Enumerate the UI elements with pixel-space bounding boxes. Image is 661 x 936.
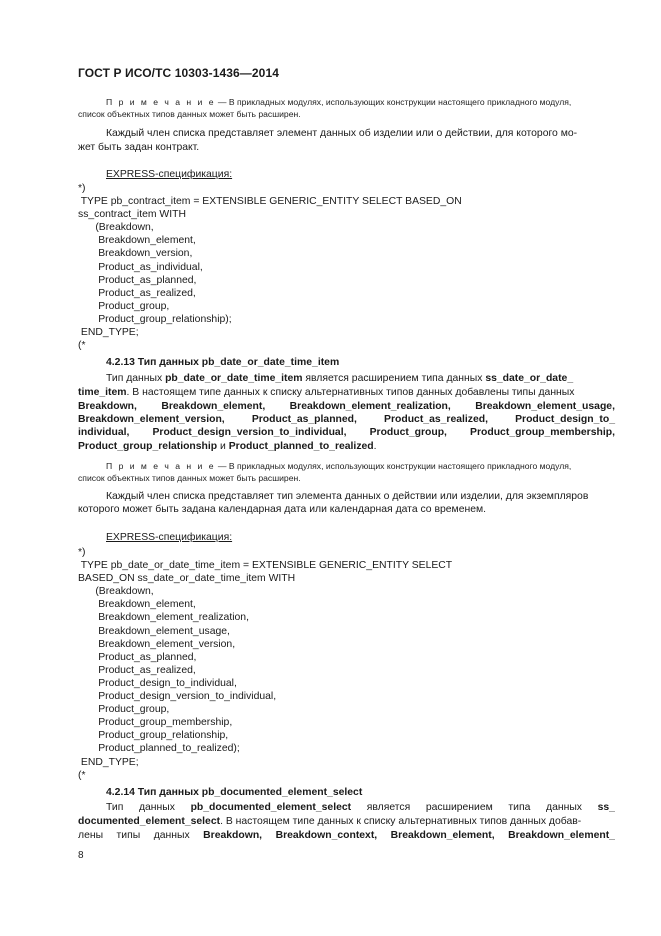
express-spec-label: EXPRESS-спецификация:: [106, 169, 233, 180]
code-line: ss_contract_item WITH: [78, 209, 186, 221]
note-2-line-2: список объектных типов данных может быть расширен.: [78, 473, 301, 483]
section-4-2-14-line-1: Тип данных pb_documented_element_select является расширением типа данных ss_: [106, 802, 615, 813]
code-line: *): [78, 183, 86, 194]
section-4-2-13-line-1: Тип данных pb_date_or_date_time_item является расширением типа данных ss_date_or_date_: [106, 373, 574, 384]
code-line: Product_design_version_to_individual,: [78, 691, 277, 703]
code-line: *): [78, 547, 86, 558]
document-header: ГОСТ Р ИСО/ТС 10303-1436—2014: [78, 66, 279, 80]
express-spec-label: EXPRESS-спецификация:: [106, 532, 233, 543]
code-line: Breakdown_version,: [78, 248, 193, 260]
section-heading-4-2-14: 4.2.14 Тип данных pb_documented_element_select: [106, 787, 363, 798]
note-label: П р и м е ч а н и е: [106, 97, 216, 107]
code-line: END_TYPE;: [78, 756, 139, 768]
code-line: (*: [78, 340, 86, 352]
page-number: 8: [78, 850, 84, 861]
code-line: (Breakdown,: [78, 222, 154, 234]
paragraph-1-line-1: Каждый член списка представляет элемент данных об изделии или о действии, для которого мо-: [106, 128, 578, 139]
code-line: Breakdown_element,: [78, 235, 196, 247]
code-line: Product_design_to_individual,: [78, 677, 237, 689]
section-4-2-13-line-2: time_item. В настоящем типе данных к списку альтернативных типов данных добавлены типы данных: [78, 387, 575, 398]
code-line: Product_group_relationship,: [78, 730, 229, 742]
code-line: TYPE pb_contract_item = EXTENSIBLE GENERIC_ENTITY SELECT BASED_ON: [78, 196, 462, 208]
note-label: П р и м е ч а н и е: [106, 461, 216, 471]
code-line: (*: [78, 769, 86, 781]
paragraph-1-line-2: жет быть задан контракт.: [78, 142, 200, 153]
code-line: TYPE pb_date_or_date_time_item = EXTENSIBLE GENERIC_ENTITY SELECT: [78, 560, 453, 572]
section-4-2-13-line-3: Breakdown, Breakdown_element, Breakdown_element_realization, Breakdown_element_usage,: [78, 401, 615, 412]
section-4-2-14-line-3: лены типы данных Breakdown, Breakdown_context, Breakdown_element, Breakdown_element_: [78, 830, 615, 841]
code-line: Breakdown_element,: [78, 599, 196, 611]
code-line: Product_planned_to_realized);: [78, 743, 240, 755]
note-text: — В прикладных модулях, использующих конструкции настоящего прикладного модуля,: [215, 461, 572, 471]
paragraph-2-line-2: которого может быть задана календарная дата или календарная дата со временем.: [78, 504, 487, 515]
note-text: — В прикладных модулях, использующих конструкции настоящего прикладного модуля,: [215, 97, 572, 107]
note-1-line-1: [106, 96, 571, 108]
code-line: Product_as_planned,: [78, 651, 197, 663]
code-line: Product_as_realized,: [78, 664, 196, 676]
code-line: Product_as_planned,: [78, 274, 197, 286]
code-line: (Breakdown,: [78, 586, 154, 598]
paragraph-2-line-1: Каждый член списка представляет тип элемента данных о действии или изделии, для экземпляров: [106, 491, 589, 502]
code-line: Breakdown_element_usage,: [78, 625, 230, 637]
code-line: END_TYPE;: [78, 327, 139, 339]
section-heading-4-2-13: 4.2.13 Тип данных pb_date_or_date_time_item: [106, 357, 340, 368]
code-line: Product_as_realized,: [78, 287, 196, 299]
code-line: Product_as_individual,: [78, 261, 203, 273]
code-line: Product_group,: [78, 300, 170, 312]
express-code-block-1: [78, 182, 462, 352]
note-1-line-2: список объектных типов данных может быть расширен.: [78, 109, 301, 119]
section-4-2-13-line-4: Breakdown_element_version, Product_as_planned, Product_as_realized, Product_design_to_: [78, 414, 615, 425]
code-line: Product_group_membership,: [78, 717, 233, 729]
code-line: Product_group,: [78, 704, 170, 716]
note-2-line-1: [106, 460, 571, 472]
section-4-2-13-line-5: individual, Product_design_version_to_individual, Product_group, Product_group_membership,: [78, 427, 615, 438]
section-4-2-14-line-2: documented_element_select. В настоящем типе данных к списку альтернативных типов данных добав-: [78, 816, 582, 827]
code-line: Breakdown_element_version,: [78, 638, 236, 650]
code-line: Breakdown_element_realization,: [78, 612, 249, 624]
code-line: Product_group_relationship);: [78, 313, 232, 325]
code-line: BASED_ON ss_date_or_date_time_item WITH: [78, 573, 296, 585]
express-code-block-2: [78, 546, 452, 782]
section-4-2-13-line-6: Product_group_relationship и Product_planned_to_realized.: [78, 441, 377, 452]
